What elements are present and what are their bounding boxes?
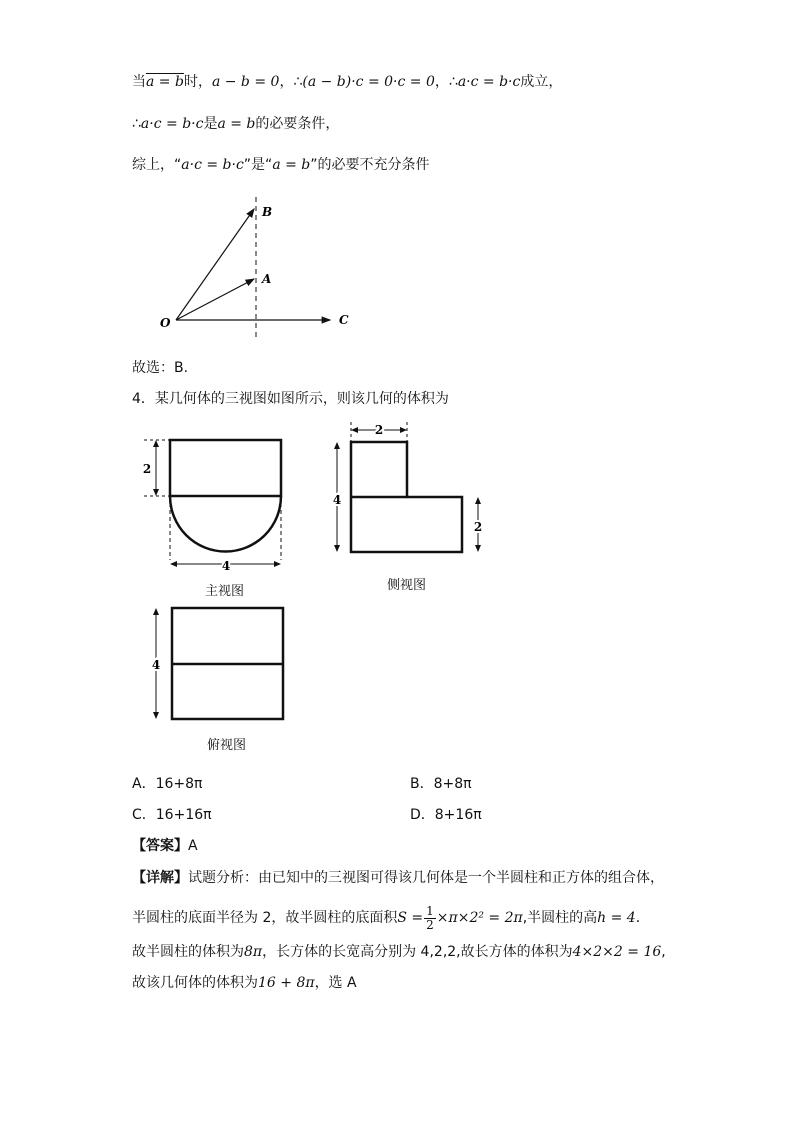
explanation-tag: 【详解】	[132, 870, 188, 886]
fraction-numerator: 1	[426, 903, 434, 918]
question-text: 4．某几何体的三视图如图所示，则该几何的体积为	[132, 391, 449, 407]
front-view	[140, 430, 310, 575]
text: ，长方体的长宽高分别为 4,2,2,故长方体的体积为	[262, 944, 573, 960]
math-expr: 16 + 8π	[258, 975, 315, 991]
front-dim-width: 4	[221, 559, 231, 573]
side-dim-right: 2	[473, 520, 483, 534]
math-expr: a·c = b·c	[457, 74, 521, 90]
label-c: C	[339, 313, 349, 327]
option-b: B．8+8π	[410, 776, 472, 792]
front-dim-height: 2	[142, 462, 152, 476]
math-expr: ×π×2² = 2π	[436, 910, 523, 926]
reasoning-line-1	[132, 72, 562, 92]
text: ,	[661, 944, 666, 960]
math-expr: S =	[397, 910, 424, 926]
top-view-caption: 俯视图	[207, 738, 247, 753]
side-view-caption: 侧视图	[387, 578, 427, 593]
math-expr: a·c = b·c	[181, 157, 244, 173]
fraction	[424, 905, 436, 932]
side-dim-top: 2	[374, 423, 384, 437]
label-b: B	[262, 205, 273, 219]
text: 成立，	[520, 74, 563, 90]
explanation-line-2	[132, 904, 650, 932]
option-a: A．16+8π	[132, 776, 203, 792]
math-expr: a = b	[146, 74, 184, 90]
text: 综上，“	[132, 157, 182, 173]
text: 故该几何体的体积为	[132, 975, 258, 991]
math-expr: 8π	[244, 944, 263, 960]
text: 试题分析：由已知中的三视图可得该几何体是一个半圆柱和正方体的组合体，	[188, 870, 664, 886]
math-expr: a = b	[217, 116, 256, 132]
fraction-denominator: 2	[426, 917, 434, 932]
explanation-line-3	[132, 942, 666, 962]
text: 是	[203, 116, 218, 132]
text: 当	[132, 74, 146, 90]
label-o: O	[160, 316, 171, 330]
math-expr: h = 4	[597, 910, 636, 926]
text: 故半圆柱的体积为	[132, 944, 244, 960]
option-c: C．16+16π	[132, 807, 212, 823]
text: ,半圆柱的高	[522, 910, 598, 926]
math-expr: 4×2×2 = 16	[572, 944, 662, 960]
top-view	[140, 598, 310, 728]
front-view-caption: 主视图	[205, 584, 245, 599]
math-expr: (a − b)·c = 0·c = 0	[302, 74, 435, 90]
reasoning-line-2	[132, 114, 339, 134]
text: ．	[635, 910, 650, 926]
answer-tag: 【答案】	[132, 838, 188, 854]
reasoning-line-3	[132, 155, 430, 175]
text: ，∴	[434, 74, 458, 90]
text: ，选 A	[314, 975, 357, 991]
explanation-line-1	[132, 868, 664, 888]
option-d: D．8+16π	[410, 807, 482, 823]
answer-line	[132, 836, 198, 856]
text: ”的必要不充分条件	[310, 157, 430, 173]
answer-value: A	[188, 838, 198, 854]
math-expr: a − b = 0	[211, 74, 280, 90]
math-expr: a·c = b·c	[140, 116, 204, 132]
side-dim-left: 4	[332, 493, 342, 507]
text: 半圆柱的底面半径为 2，故半圆柱的底面积	[132, 910, 398, 926]
text: 时，	[183, 74, 212, 90]
text: ”是“	[243, 157, 273, 173]
math-expr: a = b	[272, 157, 311, 173]
text: ∴	[132, 116, 141, 132]
conclusion-text: 故选：B.	[132, 360, 189, 376]
vector-ob	[176, 209, 254, 320]
vector-oa	[176, 279, 254, 320]
label-a: A	[262, 272, 272, 286]
vector-diagram	[150, 195, 370, 345]
text: 的必要条件，	[255, 116, 340, 132]
side-view	[325, 418, 495, 563]
text: ，∴	[279, 74, 303, 90]
top-dim-left: 4	[151, 658, 161, 672]
explanation-line-4	[132, 973, 357, 993]
